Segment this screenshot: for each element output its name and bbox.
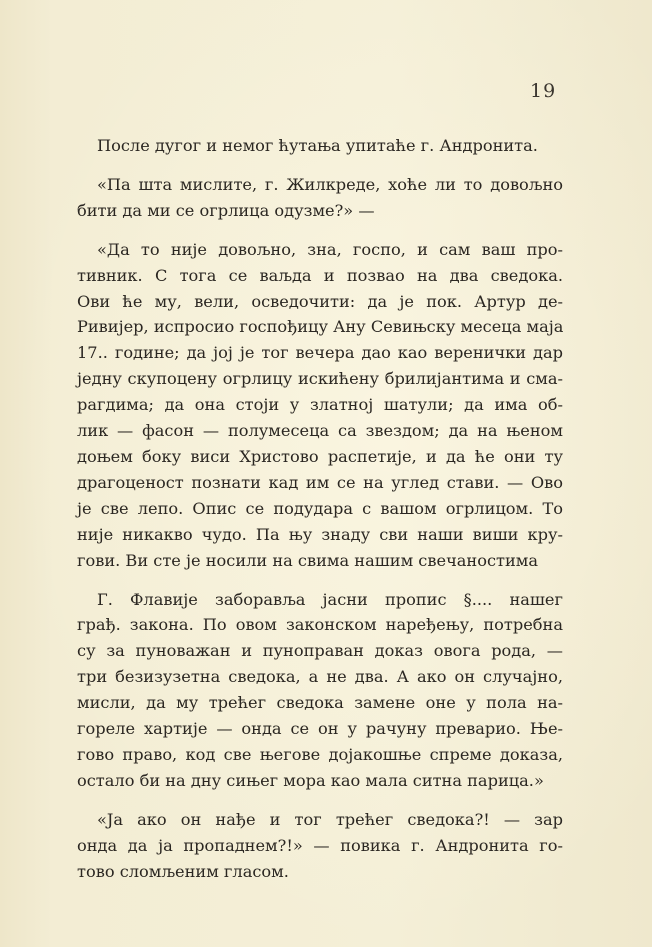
paragraph [77, 807, 563, 885]
text-line: Ови ће му, вели, осведочити: да је пок. Артур де- [77, 291, 563, 311]
paragraph [77, 237, 563, 574]
text-line: није никакво чудо. Па њу знаду сви наши виши кру- [77, 524, 563, 544]
text-line: су за пуноважан и пуноправан доказ овога рода, — [77, 641, 563, 661]
text-line: гово право, код све његове дојакошње спреме доказа, [77, 744, 563, 764]
paragraph [77, 133, 563, 159]
text-line: «Да то није довољно, зна, госпо, и сам ваш про- [97, 239, 563, 259]
text-line: тивник. С тога се ваљда и позвао на два сведока. [77, 265, 563, 285]
text-line: «Па шта мислите, г. Жилкреде, хоће ли то довољно [97, 174, 563, 194]
text-line: три безизузетна сведока, а не два. А ако он случајно, [77, 667, 563, 687]
text-line: гови. Ви сте је носили на свима нашим свечаностима [77, 550, 539, 570]
text-line: доњем боку виси Христово распетије, и да ће они ту [77, 446, 563, 466]
text-line: бити да ми се огрлица одузме?» — [77, 200, 375, 220]
text-line: тово сломљеним гласом. [77, 861, 289, 881]
text-line: Ривијер, испросио госпођицу Ану Севињску месеца маја [77, 317, 564, 337]
text-line: Г. Флавије заборавља јасни пропис §.... нашег [97, 589, 563, 609]
text-line: остало би на дну сињег мора као мала ситна парица.» [77, 770, 544, 790]
text-line: драгоценост познати кад им се на углед стави. — Ово [77, 472, 563, 492]
text-line: «Ја ако он нађе и тог трећег сведока?! — зар [97, 809, 563, 829]
text-line: једну скупоцену огрлицу искићену брилијантима и сма- [77, 369, 563, 389]
page-number: 19 [530, 80, 557, 102]
text-line: онда да ја пропаднем?!» — повика г. Андронита го- [77, 835, 563, 855]
text-line: гореле хартије — онда се он у рачуну преварио. Ње- [77, 719, 563, 739]
text-line: рагдима; да она стоји у златној шатули; да има об- [77, 395, 563, 415]
paragraph [77, 172, 563, 224]
text-line: лик — фасон — полумесеца са звездом; да на њеном [77, 421, 563, 441]
paragraph [77, 587, 563, 794]
text-body [77, 133, 563, 897]
text-line: 17.. године; да јој је тог вечера дао као веренички дар [77, 343, 563, 363]
text-line: После дугог и немог ћутања упитаће г. Андронита. [97, 136, 538, 155]
text-line: је све лепо. Опис се подудара с вашом огрлицом. То [77, 498, 563, 518]
text-line: грађ. закона. По овом законском наређењу, потребна [77, 615, 563, 635]
text-line: мисли, да му трећег сведока замене оне у пола на- [77, 693, 563, 713]
